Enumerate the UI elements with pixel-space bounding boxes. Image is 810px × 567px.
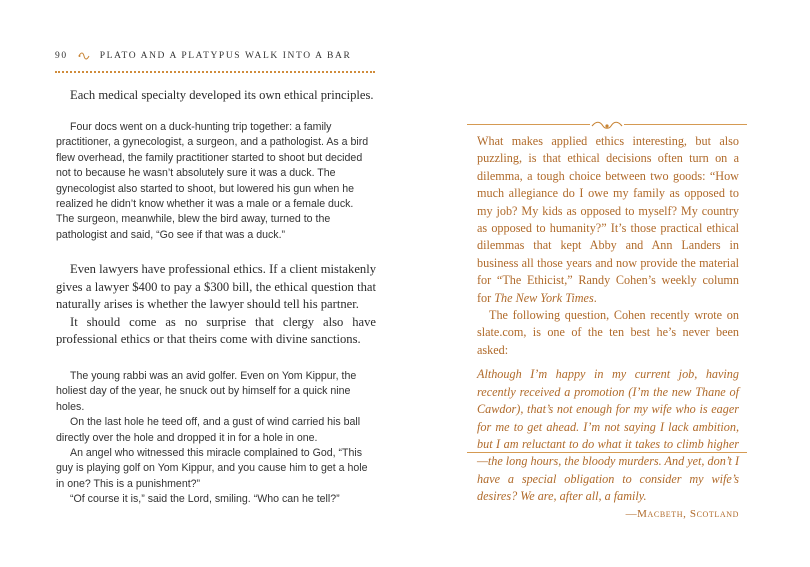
body-paragraph: It should come as no surprise that clergy also have professional ethics or that theirs come with divine sanctions. [56,314,376,346]
quote-signature: —Macbeth, Scotland [625,507,739,520]
joke-paragraph: On the last hole he teed off, and a gust of wind carried his ball directly over the hole and dropped it in for a hole in one. [56,416,361,444]
intro-paragraph: Each medical specialty developed its own ethical principles. [70,88,374,102]
body-paragraph: Even lawyers have professional ethics. If a client mistakenly gives a lawyer $400 to pay a $300 bill, the ethical question that naturally arises is whether the lawyer should tell his partner. [56,262,376,311]
rabbi-joke [56,369,372,508]
running-head-title: PLATO AND A PLATYPUS WALK INTO A BAR [99,51,352,61]
sidebar-bottom-rule [467,452,747,453]
joke-paragraph: The young rabbi was an avid golfer. Even on Yom Kippur, the holiest day of the year, he snuck out by himself for a quick nine holes. [56,370,357,413]
joke-paragraph: An angel who witnessed this miracle complained to God, “This guy is playing golf on Yom Kippur, and you cause him to get a hole in one? This is a punishment?” [56,447,368,490]
joke-paragraph: “Of course it is,” said the Lord, smiling. “Who can he tell?” [70,493,340,506]
intro-paragraph-block [56,87,376,105]
dotted-rule [55,71,375,73]
flourish-ornament-icon [590,117,624,129]
page-number: 90 [55,51,68,61]
sidebar-text: What makes applied ethics interesting, but also puzzling, is that ethical decisions often turn on a dilemma, a tough choice between two goods: “How much allegiance do I owe my family as opposed to my job? My kids as opposed to myself? My country as opposed to humanity?” It’s those practical ethical dilemmas that kept Abby and Ann Landers in business all those years and now provide the material for “The Ethicist,” Randy Cohen’s weekly column for [477,134,739,305]
running-header [55,50,375,66]
ethics-body [56,261,376,349]
scroll-ornament-icon [78,50,94,61]
sidebar-text-end: . [593,290,597,305]
sidebar-paragraph: The following question, Cohen recently wrote on slate.com, is one of the ten best he’s never been asked: [477,308,739,357]
sidebar-paragraph [477,133,739,307]
joke-paragraph: Four docs went on a duck-hunting trip together: a family practitioner, a gynecologist, a surgeon, and a pathologist. As a bird flew overhead, the family practitioner started to shoot but decided not to because he wasn’t absolutely sure it was a duck. The gynecologist also started to shoot, but lowered his gun when he realized he didn’t know whether it was a male or a female duck. The surgeon, meanwhile, blew the bird away, turned to the pathologist and said, “Go see if that was a duck.” [56,121,369,241]
newspaper-title: The New York Times [494,290,594,305]
ethicist-sidebar [477,133,739,523]
duck-joke [56,120,374,243]
macbeth-quote: Although I’m happy in my current job, having recently received a promotion (I’m the new Thane of Cawdor), that’s not enough for my wife who is eager for me to get ahead. I’m not saying I lack ambition, but I am reluctant to do what it takes to climb higher—the long hours, the bloody murders. And yet, don’t I have a special obligation to consider my wife’s desires? We are, after all, a family. [477,367,740,504]
